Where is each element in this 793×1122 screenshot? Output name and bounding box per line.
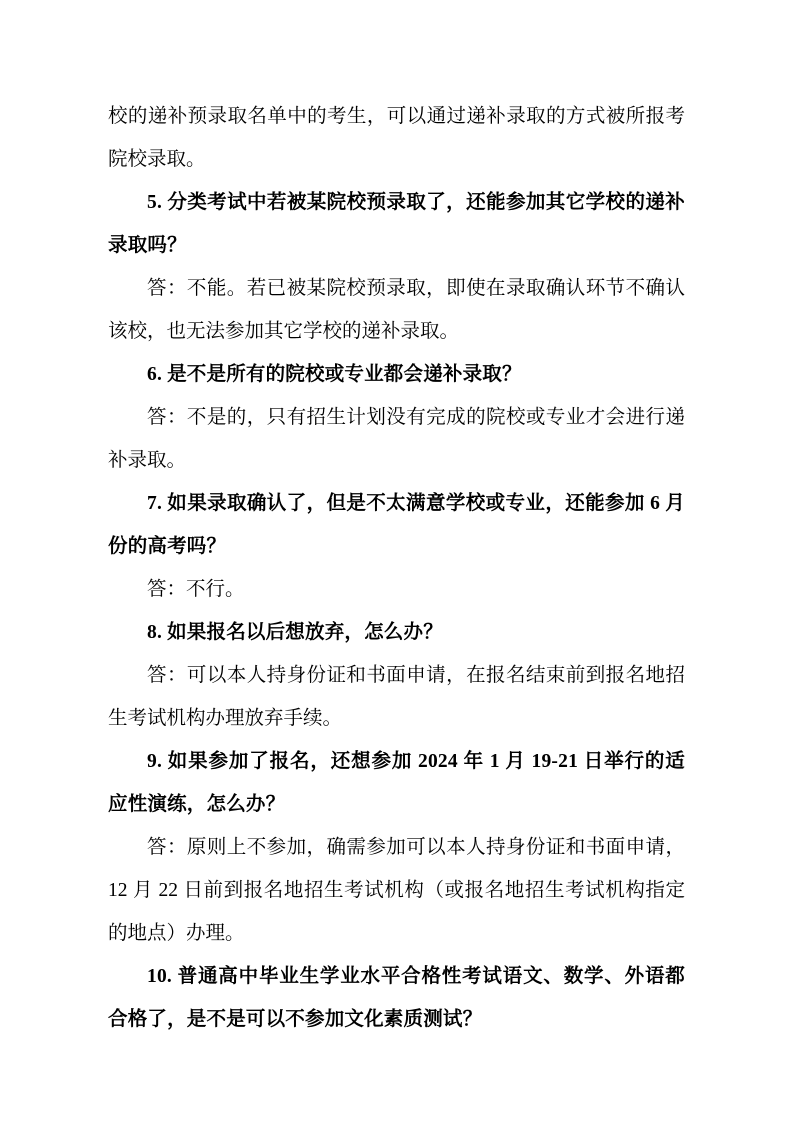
question-6: 6. 是不是所有的院校或专业都会递补录取？ bbox=[147, 364, 522, 385]
question-8: 8. 如果报名以后想放弃，怎么办？ bbox=[147, 622, 443, 643]
answer-9: 答：原则上不参加，确需参加可以本人持身份证和书面申请，12 月 22 日前到报名地招生考试机构（或报名地招生考试机构指定的地点）办理。 bbox=[108, 837, 685, 944]
answer-5: 答：不能。若已被某院校预录取，即使在录取确认环节不确认该校，也无法参加其它学校的递补录取。 bbox=[108, 278, 685, 342]
question-5: 5. 分类考试中若被某院校预录取了，还能参加其它学校的递补录取吗？ bbox=[108, 192, 685, 256]
question-7: 7. 如果录取确认了，但是不太满意学校或专业，还能参加 6 月份的高考吗？ bbox=[108, 493, 685, 557]
question-10: 10. 普通高中毕业生学业水平合格性考试语文、数学、外语都合格了，是不是可以不参加文化素质测试？ bbox=[108, 966, 685, 1030]
answer-8: 答：可以本人持身份证和书面申请，在报名结束前到报名地招生考试机构办理放弃手续。 bbox=[108, 665, 685, 729]
answer-7: 答：不行。 bbox=[147, 579, 245, 600]
answer-6: 答：不是的，只有招生计划没有完成的院校或专业才会进行递补录取。 bbox=[108, 407, 685, 471]
document-body bbox=[108, 95, 685, 1041]
paragraph-continuation: 校的递补预录取名单中的考生，可以通过递补录取的方式被所报考院校录取。 bbox=[108, 106, 685, 170]
question-9: 9. 如果参加了报名，还想参加 2024 年 1 月 19-21 日举行的适应性演练，怎么办？ bbox=[108, 751, 685, 815]
